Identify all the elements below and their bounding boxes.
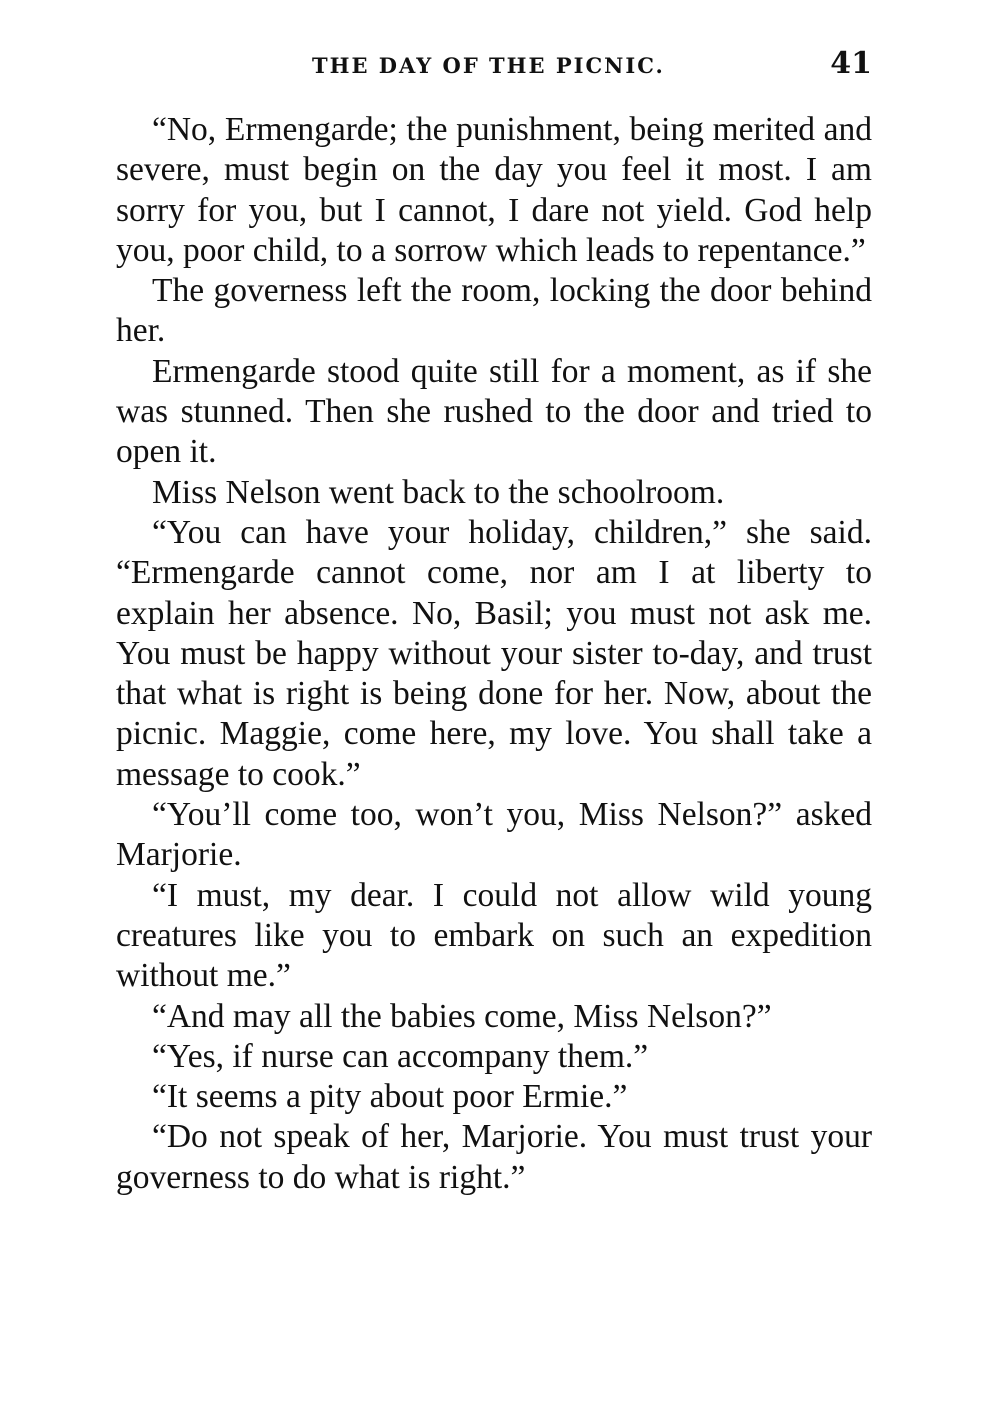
running-title: THE DAY OF THE PICNIC. [312,53,665,78]
paragraph: “You’ll come too, won’t you, Miss Nelson?” asked Marjorie. [116,796,872,874]
paragraph: “It seems a pity about poor Ermie.” [152,1078,628,1116]
paragraph: The governess left the room, locking the door behind her. [116,272,872,350]
body-text [116,110,872,1198]
paragraph: “You can have your holiday, children,” she said. “Ermengarde cannot come, nor am I at liberty to explain her absence. No, Basil; you must not ask me. You must be happy without your sister to-day, and trust that what is right is being done for her. Now, about the picnic. Maggie, come here, my love. You shall take a message to cook.” [116,513,872,793]
paragraph: “Yes, if nurse can accompany them.” [152,1037,649,1075]
paragraph: “Do not speak of her, Marjorie. You must trust your governess to do what is right.” [116,1118,872,1196]
page-header [116,46,872,86]
paragraph: Miss Nelson went back to the schoolroom. [152,473,725,511]
paragraph: “No, Ermengarde; the punishment, being merited and severe, must begin on the day you feel it most. I am sorry for you, but I cannot, I dare not yield. God help you, poor child, to a sorrow which leads to repentance.” [116,111,872,269]
paragraph: “And may all the babies come, Miss Nelson?” [152,997,772,1035]
page-number: 41 [830,46,872,81]
paragraph: “I must, my dear. I could not allow wild young creatures like you to embark on such an expedition without me.” [116,876,872,995]
paragraph: Ermengarde stood quite still for a moment, as if she was stunned. Then she rushed to the door and tried to open it. [116,352,872,471]
